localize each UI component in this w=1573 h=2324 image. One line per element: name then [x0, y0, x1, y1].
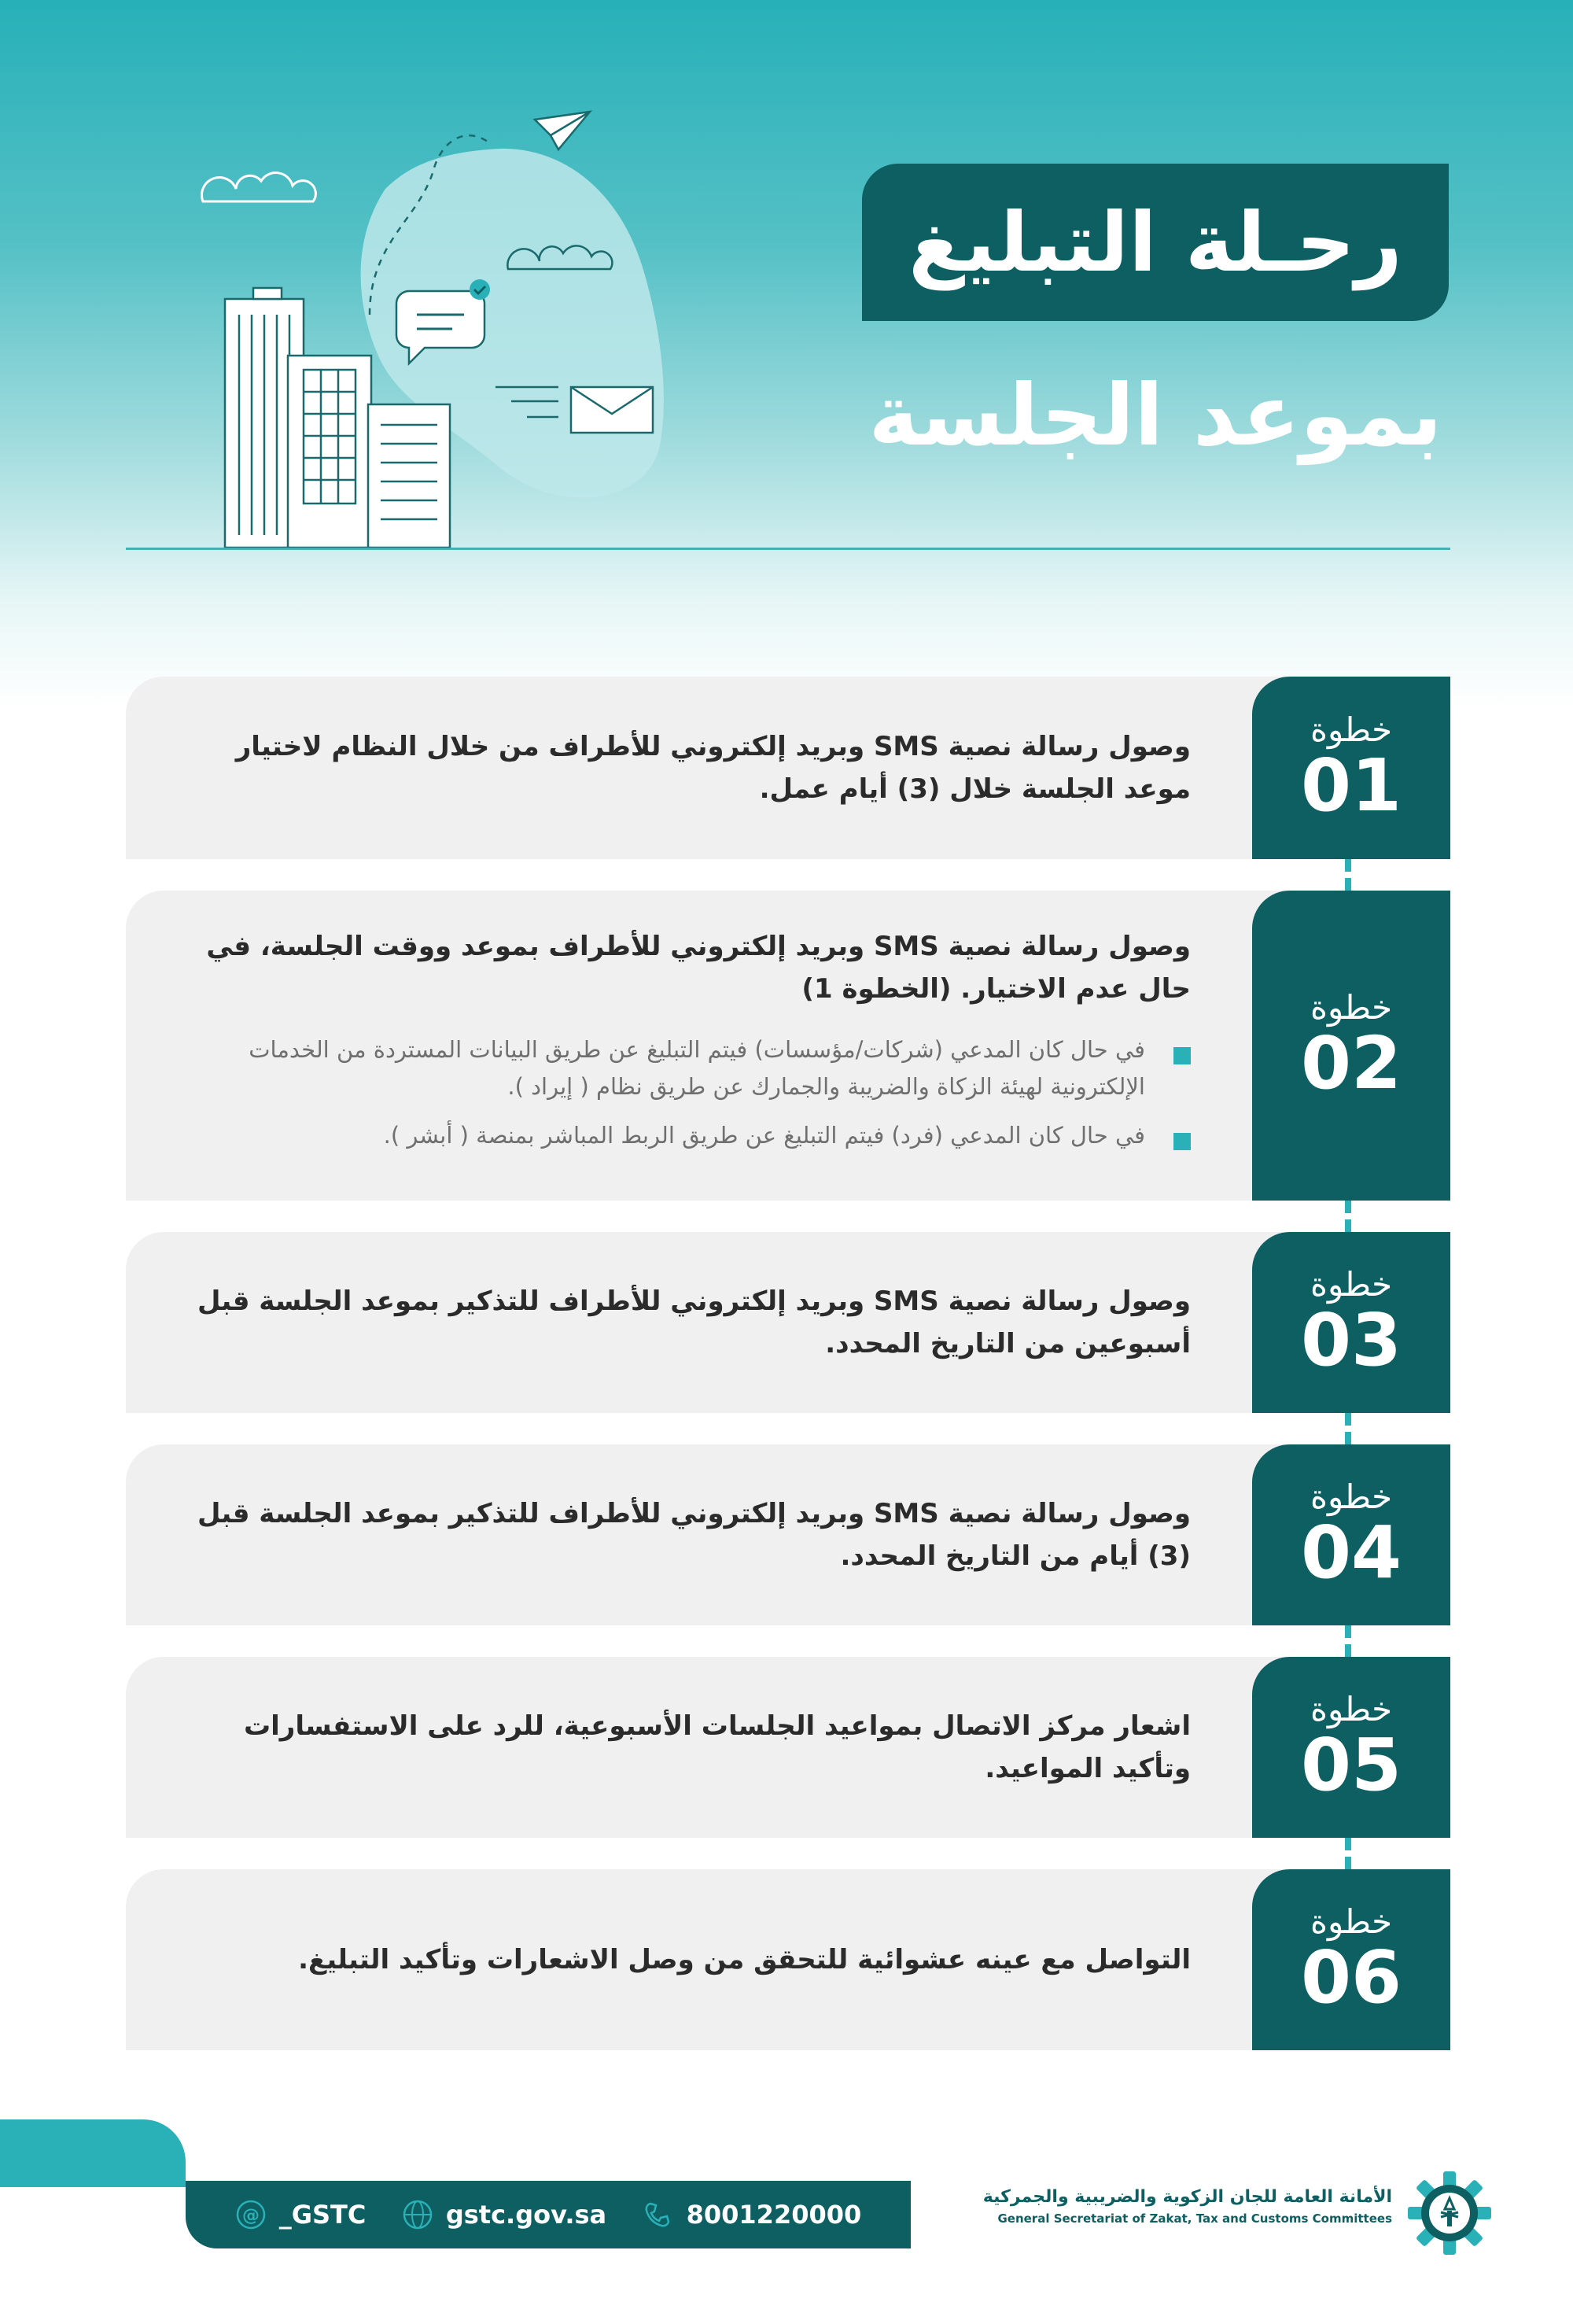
step-number: 02: [1300, 1020, 1402, 1105]
step-connector: [1345, 1625, 1357, 1657]
gstc-logo-icon: [1406, 2170, 1493, 2256]
hero-baseline: [126, 548, 1450, 550]
step-label: خطوة: [1310, 1477, 1393, 1516]
bullet-square-icon: [1173, 1133, 1191, 1150]
step-number: 01: [1300, 743, 1402, 828]
step-text: وصول رسالة نصية SMS وبريد إلكتروني للأطراف بموعد ووقت الجلسة، في حال عدم الاختيار. (الخطوة 1): [206, 930, 1191, 1005]
phone-icon: [643, 2199, 674, 2230]
step-label: خطوة: [1310, 987, 1393, 1027]
step-number-badge: [1252, 1657, 1450, 1838]
title-box: [862, 164, 1449, 321]
step-label: خطوة: [1310, 1264, 1393, 1304]
step-number-badge: [1252, 1444, 1450, 1625]
step-text: التواصل مع عينه عشوائية للتحقق من وصل الاشعارات وتأكيد التبليغ.: [298, 1943, 1191, 1975]
step-number-badge: [1252, 1869, 1450, 2050]
step-text: وصول رسالة نصية SMS وبريد إلكتروني للأطراف للتذكير بموعد الجلسة قبل (3) أيام من التاريخ المحدد.: [197, 1497, 1191, 1572]
at-sign-icon: [235, 2199, 267, 2230]
hero-illustration: [118, 94, 684, 566]
bullet-text: في حال كان المدعي (شركات/مؤسسات) فيتم التبليغ عن طريق البيانات المستردة من الخدمات الإلكترونية لهيئة الزكاة والضريبة والجمارك عن طريق نظام ( إيراد ).: [249, 1035, 1145, 1101]
step-label: خطوة: [1310, 710, 1393, 749]
step-bullet-list: [186, 1031, 1191, 1167]
step-number-badge: [1252, 1232, 1450, 1413]
list-item: [186, 1117, 1191, 1155]
step-number: 04: [1300, 1510, 1402, 1595]
cloud-icon: [202, 173, 316, 201]
paper-plane-icon: [535, 112, 590, 149]
social-handle: _GSTC: [278, 2200, 367, 2230]
footer-accent-tab: [0, 2119, 186, 2187]
step-connector: [1345, 1838, 1357, 1869]
step-card-06: [126, 1869, 1450, 2050]
bullet-square-icon: [1173, 1047, 1191, 1064]
website-link[interactable]: [402, 2199, 606, 2230]
org-name-english: General Secretariat of Zakat, Tax and Customs Committees: [997, 2211, 1392, 2226]
step-connector: [1345, 1413, 1357, 1444]
step-number: 06: [1300, 1935, 1402, 2020]
org-name-arabic: الأمانة العامة للجان الزكوية والضريبية والجمركية: [982, 2187, 1392, 2207]
step-number-badge: [1252, 677, 1450, 859]
svg-text:@: @: [241, 2206, 260, 2226]
step-card-02: [126, 891, 1450, 1201]
organization-name: [983, 2187, 1392, 2226]
page-subtitle: بموعد الجلسة: [868, 367, 1442, 465]
step-connector: [1345, 859, 1357, 891]
step-number: 05: [1300, 1722, 1402, 1807]
step-body: [186, 1869, 1191, 2050]
step-number: 03: [1300, 1297, 1402, 1382]
footer-contact-bar: [186, 2181, 911, 2248]
bullet-text: في حال كان المدعي (فرد) فيتم التبليغ عن طريق الربط المباشر بمنصة ( أبشر ).: [383, 1122, 1145, 1149]
step-number-badge: [1252, 891, 1450, 1201]
page-title: رحـلة التبليغ: [908, 194, 1402, 290]
step-body: [186, 1232, 1191, 1413]
list-item: [186, 1031, 1191, 1107]
step-text: اشعار مركز الاتصال بمواعيد الجلسات الأسبوعية، للرد على الاستفسارات وتأكيد المواعيد.: [243, 1710, 1191, 1784]
phone-number: 8001220000: [686, 2200, 862, 2230]
globe-icon: [402, 2199, 433, 2230]
step-card-04: [126, 1444, 1450, 1625]
step-body: [186, 677, 1191, 859]
step-label: خطوة: [1310, 1902, 1393, 1941]
step-body: [186, 891, 1191, 1201]
step-body: [186, 1657, 1191, 1838]
step-connector: [1345, 1201, 1357, 1232]
step-card-03: [126, 1232, 1450, 1413]
phone-link[interactable]: [643, 2199, 862, 2230]
website-url: gstc.gov.sa: [445, 2200, 607, 2230]
step-label: خطوة: [1310, 1689, 1393, 1728]
social-link[interactable]: [235, 2199, 367, 2230]
step-body: [186, 1444, 1191, 1625]
step-card-05: [126, 1657, 1450, 1838]
step-text: وصول رسالة نصية SMS وبريد إلكتروني للأطراف للتذكير بموعد الجلسة قبل أسبوعين من التاريخ المحدد.: [197, 1285, 1191, 1359]
step-text: وصول رسالة نصية SMS وبريد إلكتروني للأطراف من خلال النظام لاختيار موعد الجلسة خلال (3) أيام عمل.: [235, 730, 1191, 805]
step-card-01: [126, 677, 1450, 859]
